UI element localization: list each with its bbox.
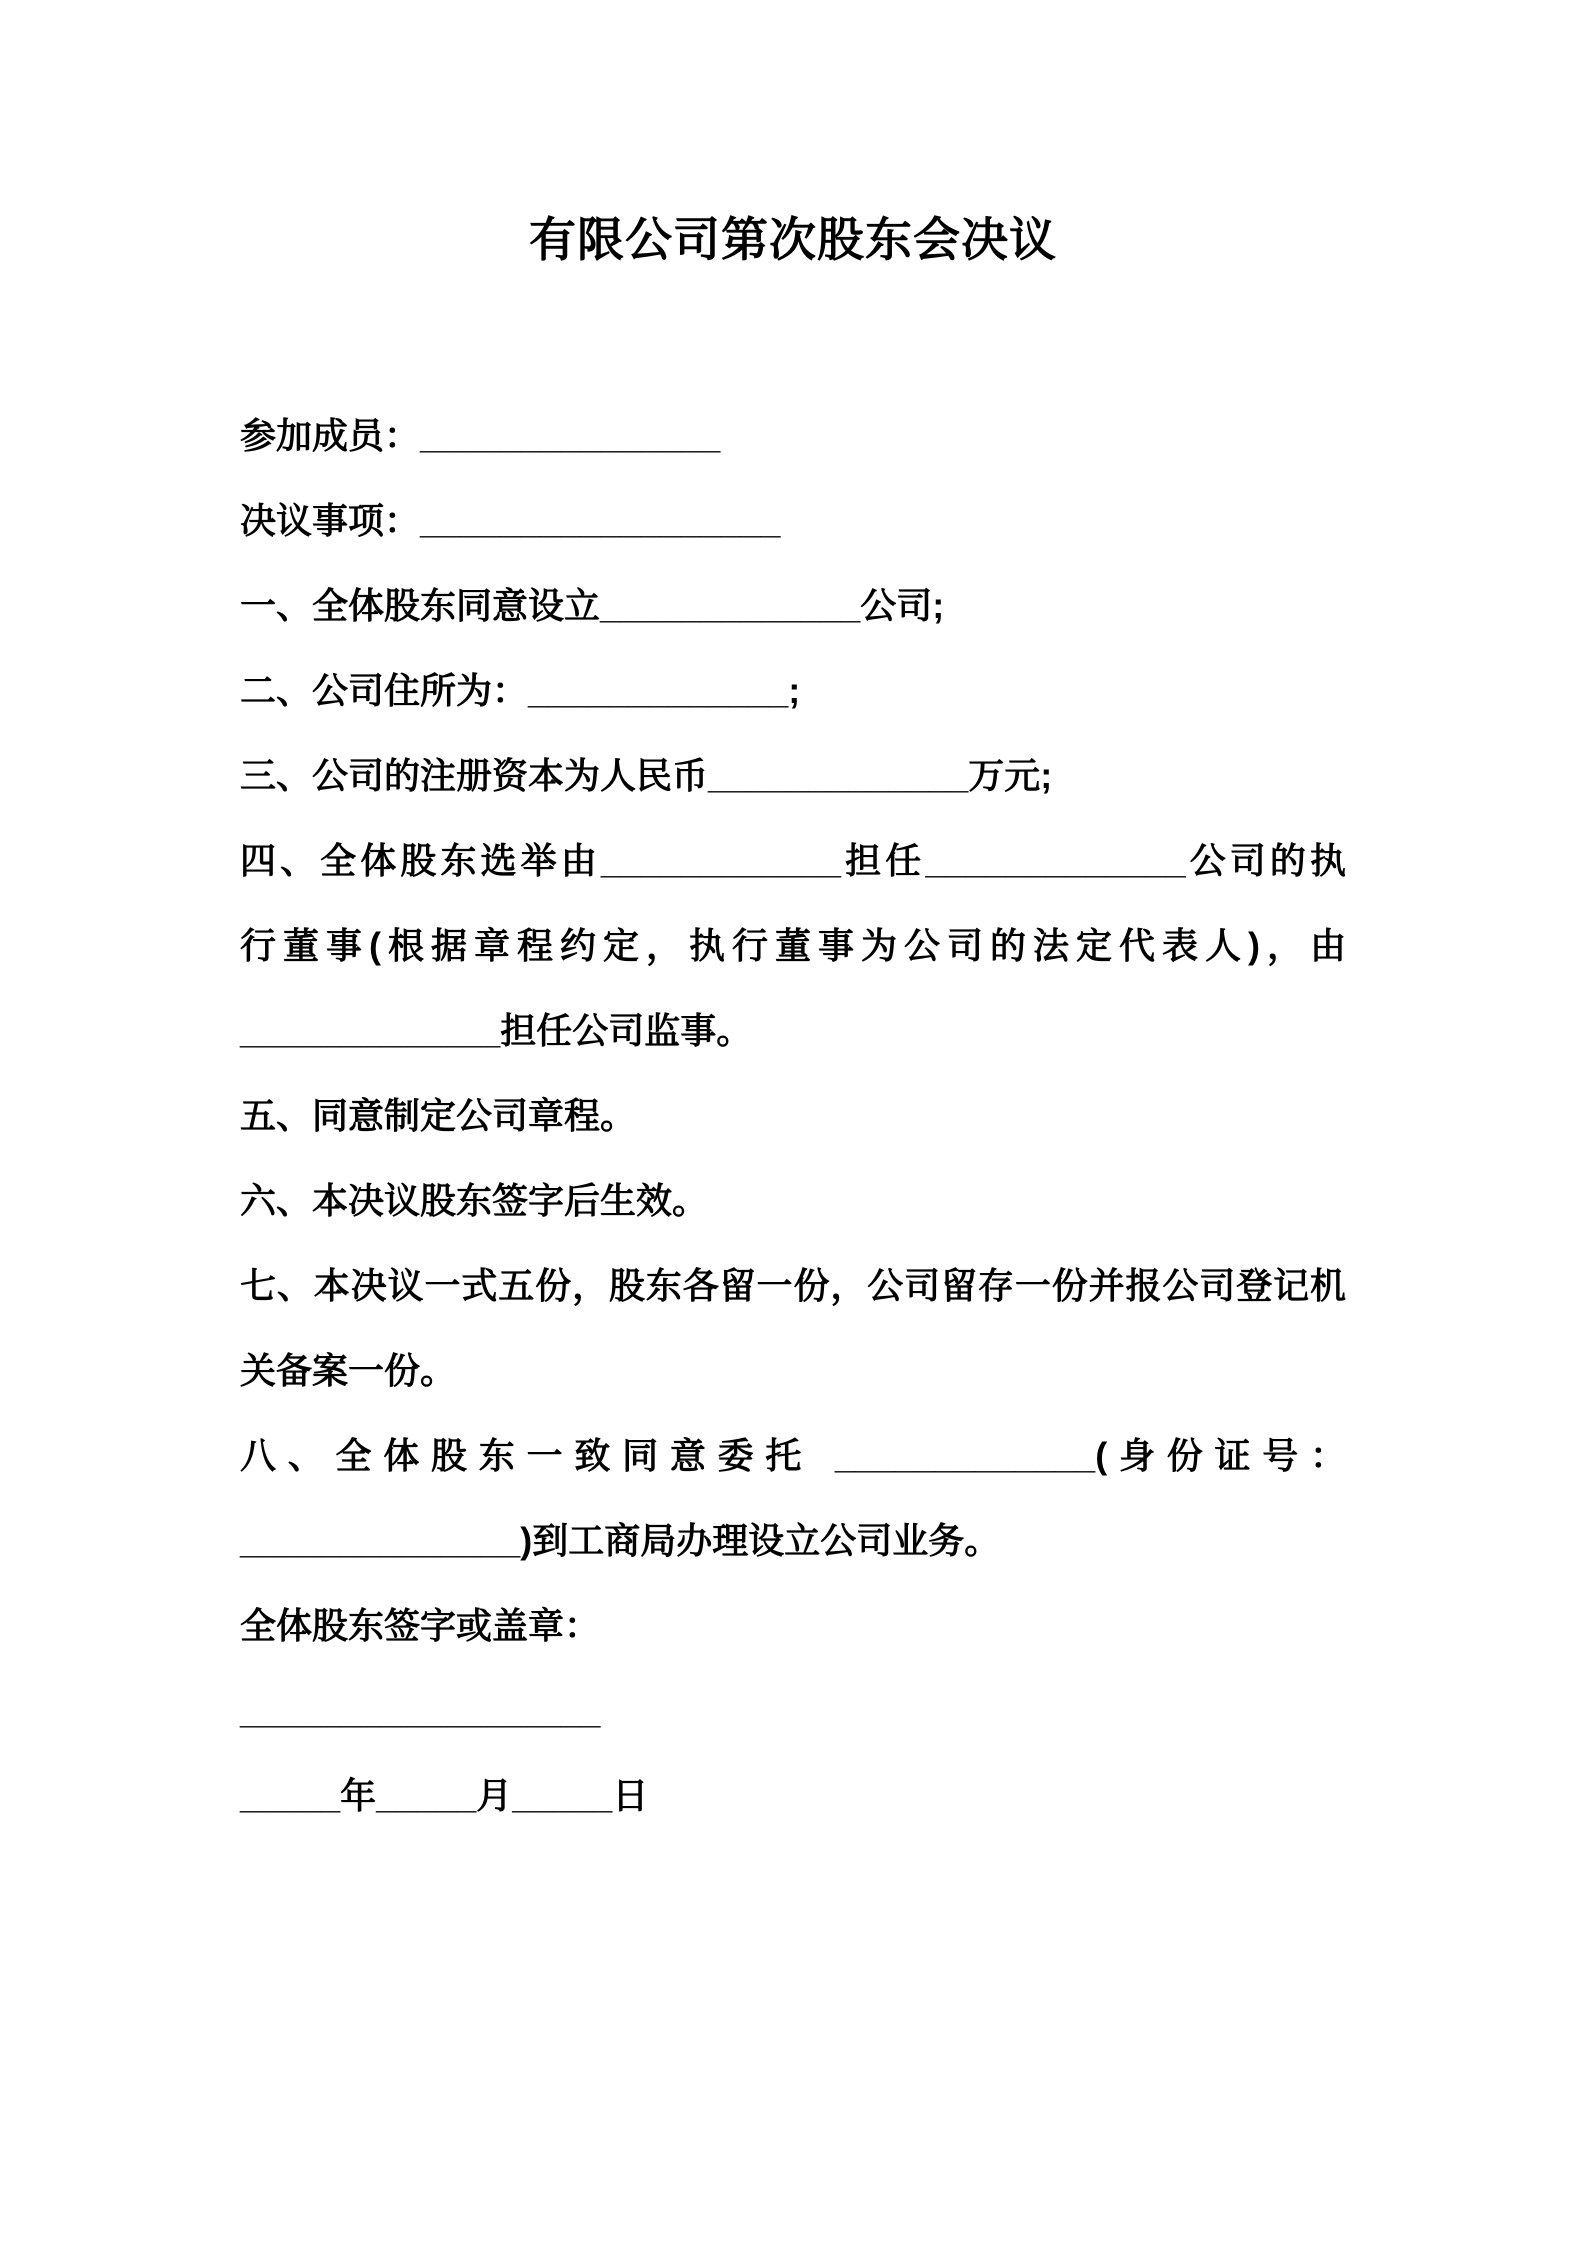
document-body: [240, 393, 1346, 1838]
line-item8-entrust-part2: ______________)到工商局办理设立公司业务。: [240, 1520, 1001, 1561]
line-signature-label: 全体股东签字或盖章：: [240, 1605, 601, 1646]
line-item7-copies-part1: 七、本决议一式五份，股东各留一份，公司留存一份并报公司登记机: [240, 1265, 1346, 1306]
line-item8-entrust-part1: 八、全体股东一致同意委托 _____________(身份证号：: [240, 1435, 1346, 1476]
line-item4-elect-director-part2: 行董事(根据章程约定，执行董事为公司的法定代表人)，由: [240, 925, 1346, 966]
line-item4-elect-director-part1: 四、全体股东选举由____________担任_____________公司的执: [240, 840, 1346, 881]
line-item7-copies-part2: 关备案一份。: [240, 1350, 457, 1391]
line-signature-blank: __________________: [240, 1690, 601, 1731]
line-date-blanks: _____年_____月_____日: [240, 1775, 649, 1816]
line-item3-registered-capital: 三、公司的注册资本为人民币_____________万元;: [240, 755, 1053, 796]
line-resolution-matters: 决议事项：__________________: [240, 500, 781, 541]
line-item1-establish-company: 一、全体股东同意设立_____________公司;: [240, 585, 945, 626]
line-item5-articles-of-association: 五、同意制定公司章程。: [240, 1095, 637, 1136]
document-title: 有限公司第次股东会决议: [529, 213, 1057, 266]
line-participants: 参加成员：_______________: [240, 415, 721, 456]
line-item6-effective-after-signing: 六、本决议股东签字后生效。: [240, 1180, 709, 1221]
line-item4-supervisor-blank: _____________担任公司监事。: [240, 1010, 753, 1051]
line-item2-company-address: 二、公司住所为：_____________;: [240, 670, 801, 711]
